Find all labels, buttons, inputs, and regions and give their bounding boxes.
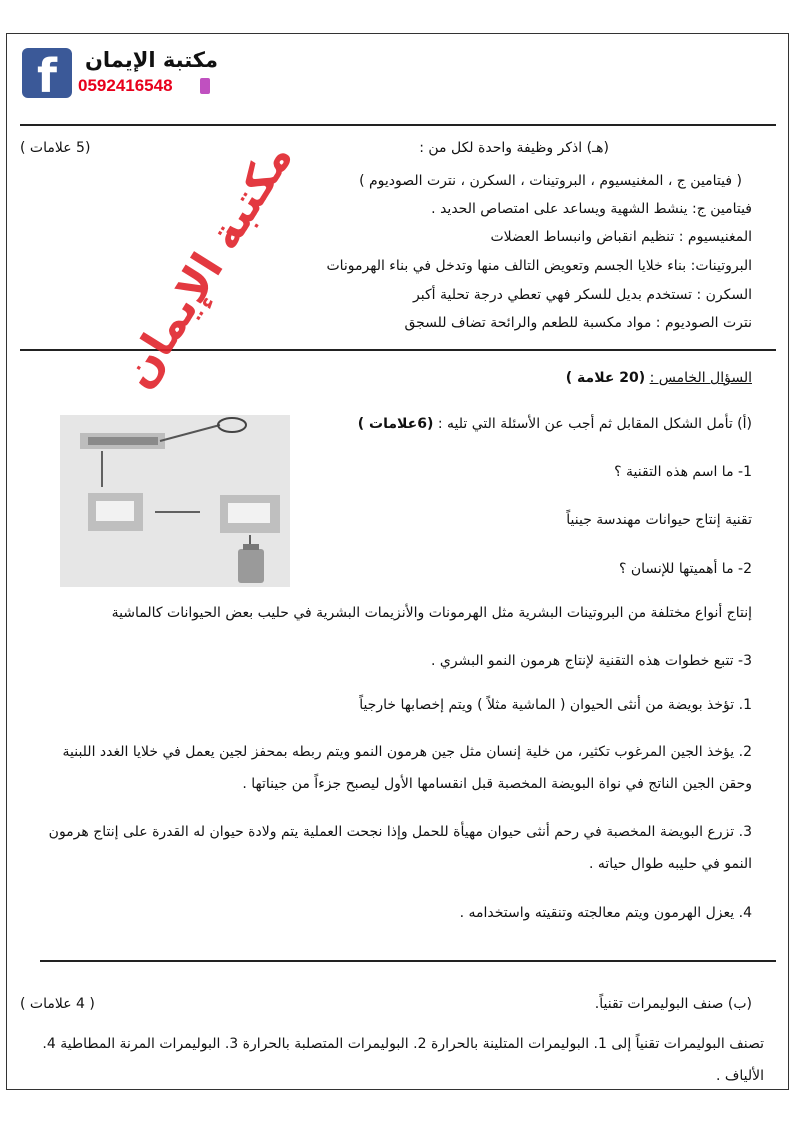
q5-title: السؤال الخامس : <box>649 370 752 386</box>
answer-line: السكرن : تستخدم بديل للسكر فهي تعطي درجة تحلية أكبر <box>413 287 752 303</box>
question-h-marks: (5 علامات ) <box>20 140 91 156</box>
question-b: (ب) صنف البوليمرات تقنياً. <box>594 996 752 1012</box>
step: 1. تؤخذ بويضة من أنثى الحيوان ( الماشية مثلاً ) ويتم إخصابها خارجياً <box>359 697 752 713</box>
q5-q1: 1- ما اسم هذه التقنية ؟ <box>614 464 752 480</box>
question-h: (هـ) اذكر وظيفة واحدة لكل من : <box>419 140 609 156</box>
step: 4. يعزل الهرمون ويتم معالجته وتنقيته واستخدامه . <box>459 905 752 921</box>
logo-name: مكتبة الإيمان <box>84 48 218 72</box>
watermark: مكتبة الإيمان <box>112 133 303 398</box>
divider <box>20 124 776 126</box>
q5-marks: (20 علامة ) <box>565 370 646 386</box>
answer-line: المغنيسيوم : تنظيم انقباض وانبساط العضلات <box>490 229 752 245</box>
q5-a2: إنتاج أنواع مختلفة من البروتينات البشرية مثل الهرمونات والأنزيمات البشرية في حليب بعض الحيوانات كالماشية <box>111 605 752 621</box>
step: 3. تزرع البويضة المخصبة في رحم أنثى حيوان مهيأة للحمل وإذا نجحت العملية يتم ولادة حيوان له القدرة على إنتاج هرمون النمو في حليبه طوال حياته . <box>48 824 752 872</box>
answer-line: نترت الصوديوم : مواد مكسبة للطعم والرائحة تضاف للسجق <box>404 315 752 331</box>
phone-icon <box>200 78 210 94</box>
question-b-marks: ( 4 علامات ) <box>20 996 95 1012</box>
answer-line: فيتامين ج: ينشط الشهية ويساعد على امتصاص الحديد . <box>431 201 752 217</box>
q5-a-row <box>358 416 752 432</box>
logo-phone: 0592416548 <box>78 76 173 95</box>
q5-a1: تقنية إنتاج حيوانات مهندسة جينياً <box>566 512 752 528</box>
genetic-engineering-figure <box>60 415 290 587</box>
q5-title-row <box>566 370 752 386</box>
q5-q2: 2- ما أهميتها للإنسان ؟ <box>618 561 752 577</box>
question-b-answer: تصنف البوليمرات تقنياً إلى 1. البوليمرات المتلينة بالحرارة 2. البوليمرات المتصلبة بالحرارة 3. البوليمرات المرنة المطاطية 4. الألياف . <box>42 1036 764 1084</box>
q5-a-question: (أ) تأمل الشكل المقابل ثم أجب عن الأسئلة التي تليه : <box>437 416 752 432</box>
question-h-items: ( فيتامين ج ، المغنيسيوم ، البروتينات ، السكرن ، نترت الصوديوم ) <box>359 173 742 189</box>
library-logo <box>22 48 218 103</box>
divider <box>40 960 776 962</box>
answer-line: البروتينات: بناء خلايا الجسم وتعويض التالف منها وتدخل في بناء الهرمونات <box>326 258 752 274</box>
q5-a-marks: (6علامات ) <box>357 416 434 432</box>
q5-q3: 3- تتبع خطوات هذه التقنية لإنتاج هرمون النمو البشري . <box>431 653 752 669</box>
facebook-icon: f <box>22 48 72 98</box>
step: 2. يؤخذ الجين المرغوب تكثير، من خلية إنسان مثل جين هرمون النمو ويتم ربطه بمحفز لجين يعمل في خلايا الغدد اللبنية وحقن الجين الناتج في نواة البويضة المخصبة قبل انقسامها الأول ليصبح جزءاً من جيناتها . <box>62 744 752 792</box>
